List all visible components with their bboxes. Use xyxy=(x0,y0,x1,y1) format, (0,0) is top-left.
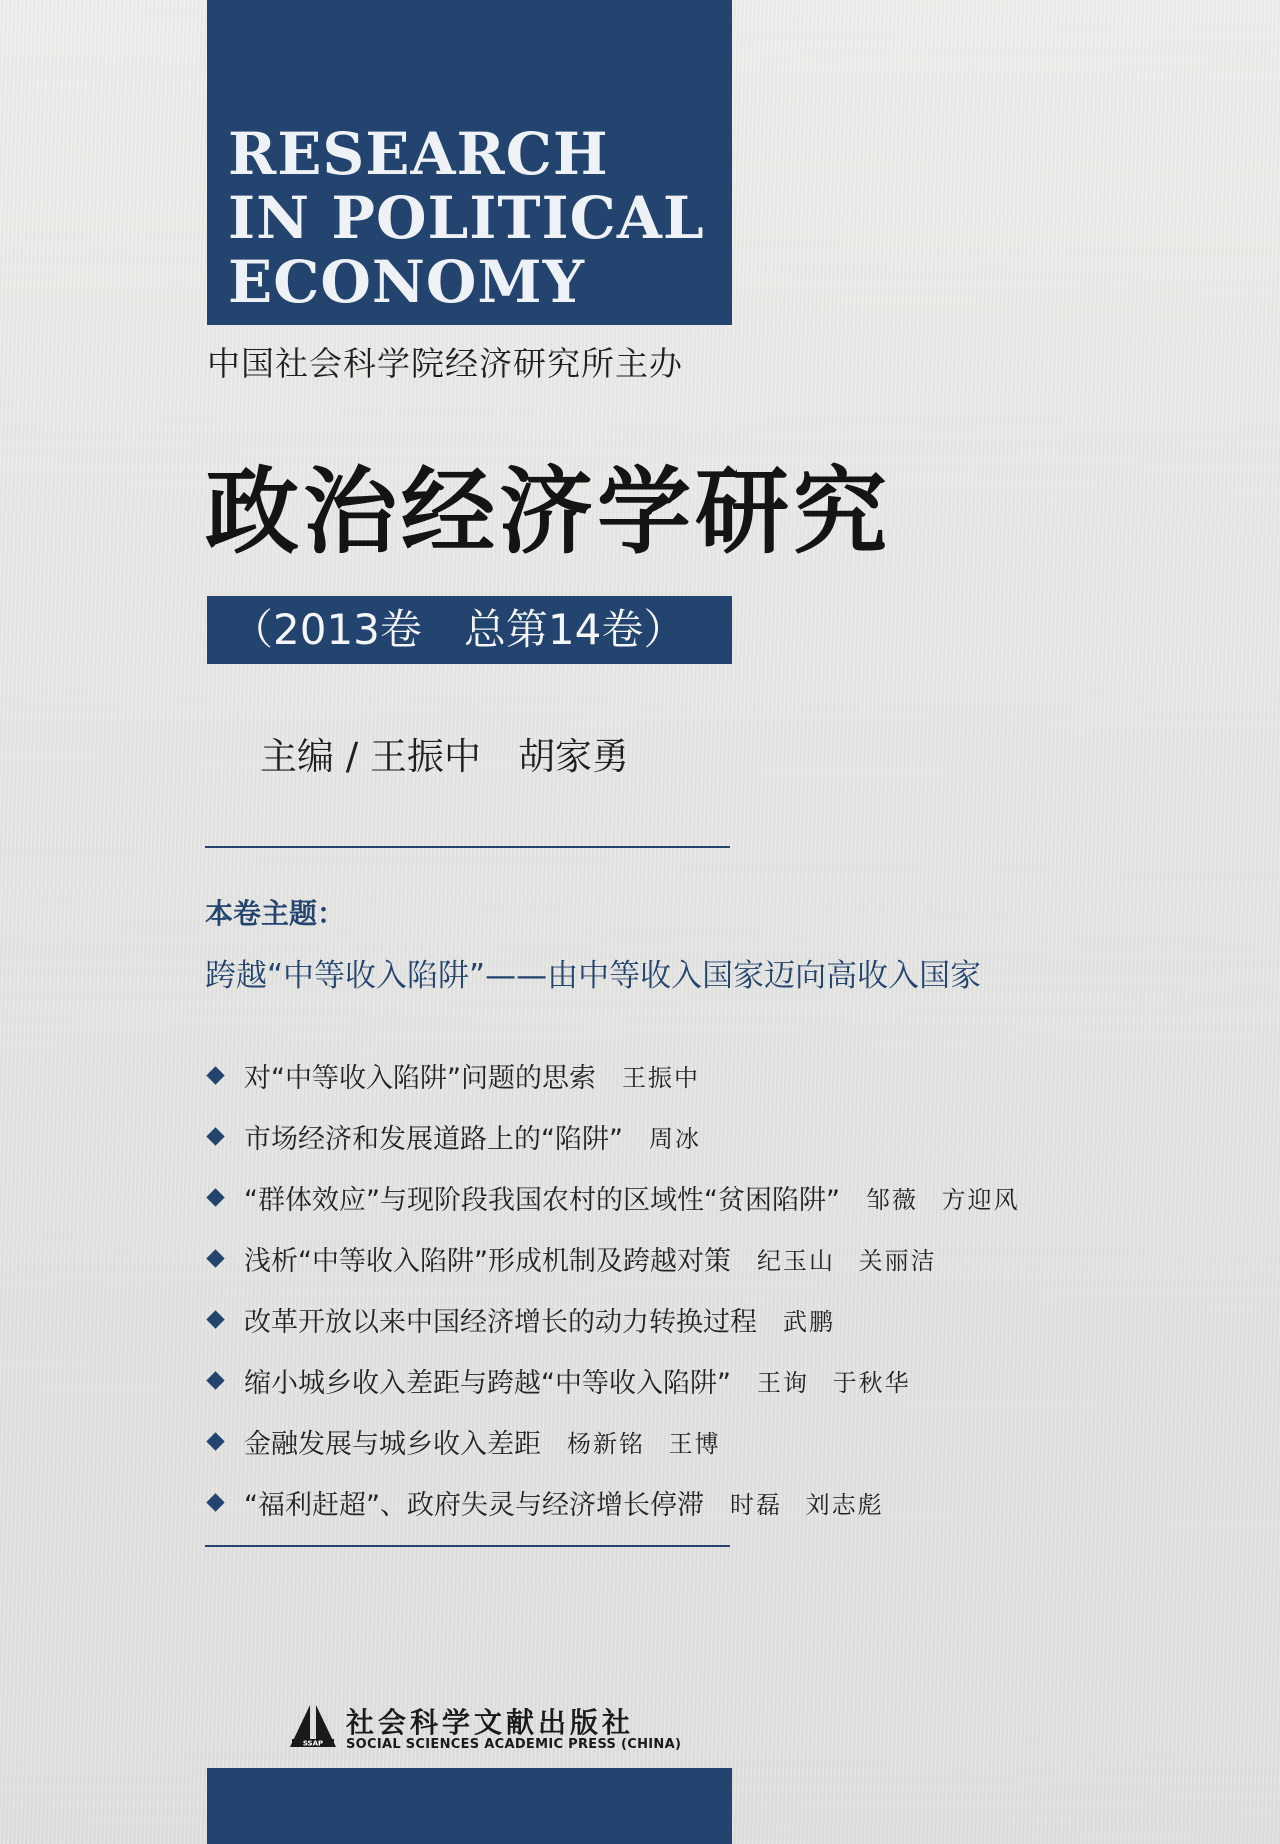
list-item xyxy=(205,1411,1265,1472)
diamond-bullet-icon xyxy=(206,1188,224,1206)
article-authors: 邹薇 方迎风 xyxy=(865,1186,1020,1214)
article-title: 浅析“中等收入陷阱”形成机制及跨越对策 xyxy=(244,1246,731,1277)
article-title: “群体效应”与现阶段我国农村的区域性“贫困陷阱” xyxy=(244,1185,840,1216)
list-item xyxy=(205,1045,1265,1106)
chinese-title: 政治经济学研究 xyxy=(205,458,892,567)
diamond-bullet-icon xyxy=(206,1371,224,1389)
divider-top xyxy=(205,846,730,848)
diamond-bullet-icon xyxy=(206,1310,224,1328)
sponsor-line: 中国社会科学院经济研究所主办 xyxy=(207,344,683,383)
list-item xyxy=(205,1289,1265,1350)
english-title xyxy=(228,122,728,314)
article-list xyxy=(205,1045,1265,1533)
article-title: 缩小城乡收入差距与跨越“中等收入陷阱” xyxy=(244,1368,731,1399)
diamond-bullet-icon xyxy=(206,1127,224,1145)
list-item xyxy=(205,1106,1265,1167)
article-authors: 王振中 xyxy=(621,1064,700,1092)
article-title: 市场经济和发展道路上的“陷阱” xyxy=(244,1124,623,1155)
theme-label: 本卷主题： xyxy=(205,897,346,930)
diamond-bullet-icon xyxy=(206,1432,224,1450)
divider-bottom xyxy=(205,1545,730,1547)
list-item xyxy=(205,1228,1265,1289)
list-item xyxy=(205,1350,1265,1411)
article-authors: 时磊 刘志彪 xyxy=(729,1491,884,1519)
english-title-line: IN POLITICAL xyxy=(228,184,705,252)
article-authors: 周冰 xyxy=(648,1125,701,1153)
theme-text: 跨越“中等收入陷阱”——由中等收入国家迈向高收入国家 xyxy=(205,958,982,994)
article-title: “福利赶超”、政府失灵与经济增长停滞 xyxy=(244,1490,704,1521)
publisher-name-cn: 社会科学文献出版社 xyxy=(346,1706,635,1739)
article-title: 对“中等收入陷阱”问题的思索 xyxy=(244,1063,596,1094)
article-authors: 杨新铭 王博 xyxy=(567,1430,721,1458)
bottom-band xyxy=(207,1768,732,1844)
diamond-bullet-icon xyxy=(206,1493,224,1511)
english-title-line: RESEARCH xyxy=(228,120,609,188)
article-title: 改革开放以来中国经济增长的动力转换过程 xyxy=(244,1307,757,1338)
diamond-bullet-icon xyxy=(206,1249,224,1267)
article-authors: 纪玉山 关丽洁 xyxy=(756,1247,937,1275)
diamond-bullet-icon xyxy=(206,1066,224,1084)
volume-band: （2013卷 总第14卷） xyxy=(207,596,732,664)
logo-text: SSAP xyxy=(302,1739,324,1748)
publisher-name-en: SOCIAL SCIENCES ACADEMIC PRESS (CHINA) xyxy=(346,1737,682,1752)
article-authors: 王询 于秋华 xyxy=(756,1369,911,1397)
article-title: 金融发展与城乡收入差距 xyxy=(244,1429,541,1460)
list-item xyxy=(205,1167,1265,1228)
ssap-logo-icon xyxy=(290,1703,336,1749)
list-item xyxy=(205,1472,1265,1533)
article-authors: 武鹏 xyxy=(783,1308,835,1336)
editors-line: 主编 / 王振中 胡家勇 xyxy=(260,735,629,778)
english-title-line: ECONOMY xyxy=(228,248,586,316)
